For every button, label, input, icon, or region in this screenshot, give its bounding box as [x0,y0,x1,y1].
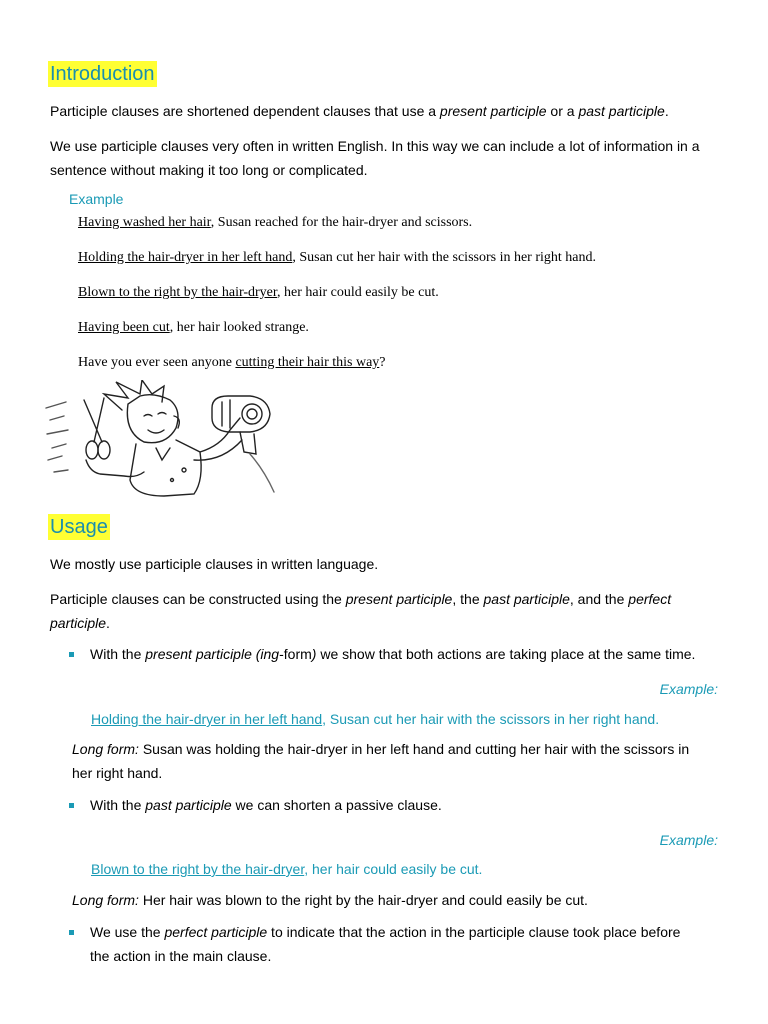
long-form-1-line-1 [72,737,689,761]
text: With the [90,646,146,662]
term: perfect [628,591,672,607]
long-form-label: Long form: [72,892,139,908]
intro-paragraph-2-line-2: sentence without making it too long or complicated. [50,162,368,178]
text: Participle clauses are shortened dependent clauses that use a [50,103,440,119]
term: present participle [345,591,453,607]
text: Participle clauses can be constructed using the [50,591,346,607]
example-sentence-5 [78,353,386,373]
example-sentence-4 [78,318,309,338]
bullet-2-marker [69,803,74,808]
example-2-label: Example: [659,832,718,848]
example-1-label: Example: [659,681,718,697]
text: -form [279,646,312,662]
example-sentence-2 [78,248,596,268]
text: or a [546,103,579,119]
example-1-link[interactable]: Holding the hair-dryer in her left hand [91,711,323,727]
text: With the [90,797,146,813]
text: , Susan cut her hair with the scissors in her right hand. [292,250,596,265]
clause: Blown to the right by the hair-dryer [78,285,278,300]
clause: Holding the hair-dryer in her left hand [78,250,293,265]
term: past participle [483,591,570,607]
bullet-1-marker [69,652,74,657]
term: perfect participle [164,924,268,940]
intro-paragraph-1 [50,99,669,123]
term-present-participle: present participle [439,103,547,119]
bullet-2-text [90,793,442,817]
text: . [106,615,110,631]
example-1-sentence [91,707,659,731]
clause: cutting their hair this way [235,355,380,370]
intro-paragraph-2-line-1: We use participle clauses very often in written English. In this way we can include a lot of information in a [50,138,700,154]
text: , the [452,591,484,607]
text: , her hair looked strange. [169,320,309,335]
intro-heading-wrap [48,61,157,87]
hair-cutting-illustration [44,380,280,498]
example-sentence-3 [78,283,439,303]
text: , and the [569,591,629,607]
text: we can shorten a passive clause. [231,797,442,813]
term-past-participle: past participle [578,103,665,119]
text: to indicate that the action in the participle clause took place before [267,924,681,940]
long-form-1-line-2: her right hand. [72,765,163,781]
example-label: Example [69,191,124,207]
text: We use the [90,924,165,940]
bullet-1-text [90,642,695,666]
text: ) [311,646,317,662]
text: Susan was holding the hair-dryer in her left hand and cutting her hair with the scissors in [138,741,690,757]
text: Her hair was blown to the right by the hair-dryer and could easily be cut. [138,892,588,908]
example-sentence-1 [78,213,472,233]
usage-paragraph-2-line-1 [50,587,671,611]
text: , Susan cut her hair with the scissors in her right hand. [322,711,660,727]
long-form-2 [72,888,588,912]
text: , Susan reached for the hair-dryer and scissors. [210,215,473,230]
clause: Having been cut [78,320,170,335]
bullet-3-text-line-2: the action in the main clause. [90,948,272,964]
example-2-sentence [91,857,482,881]
term: participle [50,615,107,631]
text: . [664,103,669,119]
intro-heading: Introduction [50,63,155,85]
long-form-label: Long form: [72,741,139,757]
usage-paragraph-1: We mostly use participle clauses in written language. [50,556,379,572]
example-2-link[interactable]: Blown to the right by the hair-dryer [91,861,305,877]
usage-paragraph-2-line-2 [50,611,110,635]
bullet-3-text-line-1 [90,920,680,944]
usage-heading: Usage [50,516,108,538]
text: Have you ever seen anyone [78,355,236,370]
clause: Having washed her hair [78,215,211,230]
text: , her hair could easily be cut. [304,861,483,877]
bullet-3-marker [69,930,74,935]
usage-heading-wrap [48,514,110,540]
term: past participle [145,797,232,813]
text: , her hair could easily be cut. [277,285,439,300]
text: we show that both actions are taking place at the same time. [316,646,696,662]
text: ? [379,355,386,370]
term: present participle (ing [145,646,280,662]
